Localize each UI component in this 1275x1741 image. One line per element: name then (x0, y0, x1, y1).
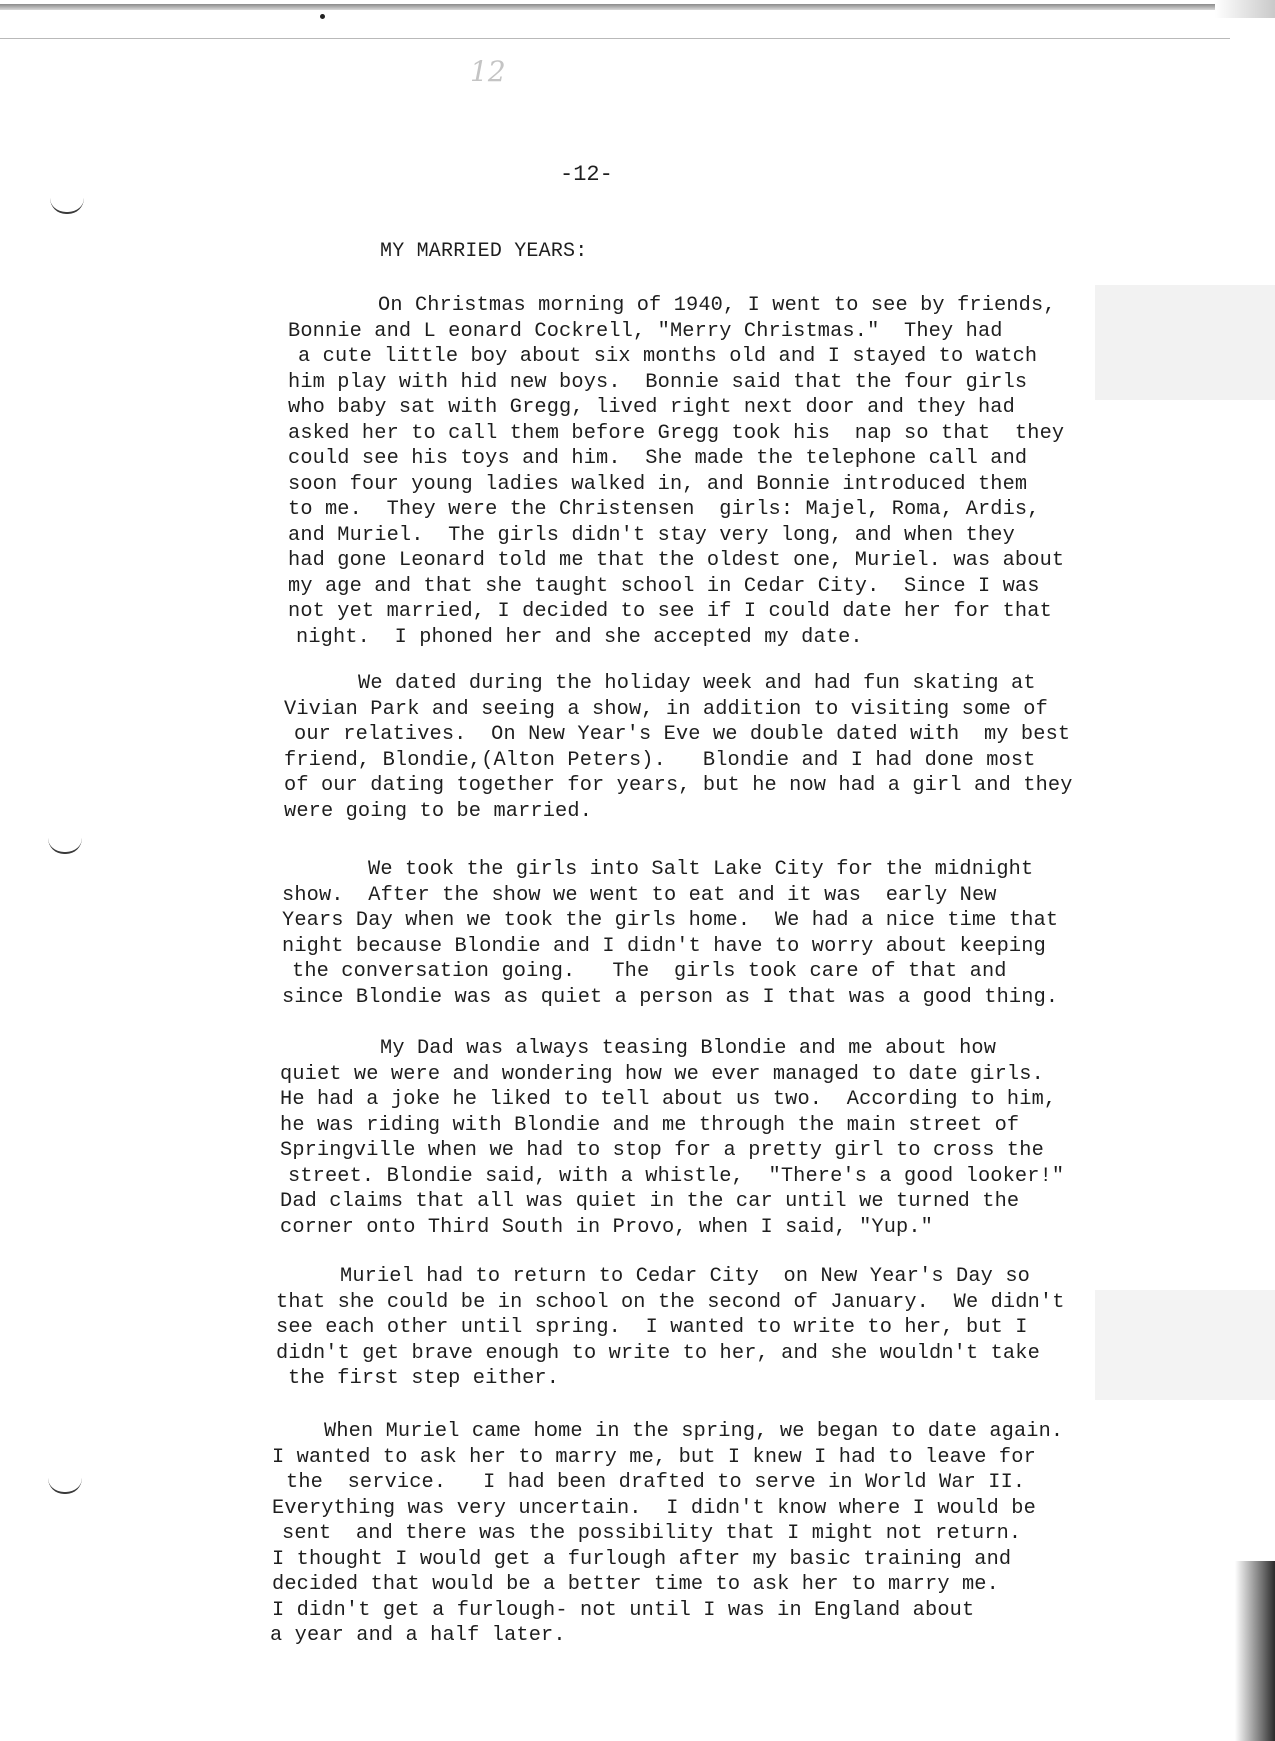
text-line: that she could be in school on the second of January. We didn't (276, 1290, 1065, 1314)
text-line: We took the girls into Salt Lake City for the midnight (368, 858, 1034, 881)
text-line: I didn't get a furlough- not until I was in England about (272, 1598, 975, 1622)
text-line: night. I phoned her and she accepted my date. (296, 625, 863, 649)
text-line: the first step either. (288, 1367, 560, 1390)
text-line: show. After the show we went to eat and it was early New (282, 883, 997, 907)
text-line: of our dating together for years, but he now had a girl and they (284, 774, 1073, 797)
text-line: On Christmas morning of 1940, I went to see by friends, (378, 294, 1056, 317)
text-line: my age and that she taught school in Cedar City. Since I was (288, 574, 1040, 598)
text-line: We dated during the holiday week and had fun skating at (358, 672, 1036, 695)
text-line: asked her to call them before Gregg took his nap so that they (288, 421, 1065, 445)
text-line: our relatives. On New Year's Eve we double dated with my best (294, 723, 1071, 746)
text-line: Muriel had to return to Cedar City on New Year's Day so (340, 1265, 1030, 1288)
text-line: quiet we were and wondering how we ever managed to date girls. (280, 1062, 1044, 1086)
text-line: had gone Leonard told me that the oldest one, Muriel. was about (288, 549, 1065, 572)
section-heading: MY MARRIED YEARS: (380, 240, 588, 263)
text-line: he was riding with Blondie and me through the main street of (280, 1113, 1020, 1137)
text-line: Bonnie and L eonard Cockrell, "Merry Christmas." They had (288, 319, 1003, 343)
text-line: the service. I had been drafted to serve in World War II. (286, 1471, 1026, 1494)
text-line: street. Blondie said, with a whistle, "There's a good looker!" (288, 1164, 1065, 1188)
text-line: I wanted to ask her to marry me, but I knew I had to leave for (272, 1445, 1036, 1469)
text-line: were going to be married. (284, 799, 593, 823)
punch-hole-mark (48, 1478, 82, 1494)
corner-shadow-top (1215, 0, 1275, 18)
page-fold-line (0, 38, 1230, 39)
text-line: a year and a half later. (270, 1624, 566, 1647)
text-line: Everything was very uncertain. I didn't know where I would be (272, 1496, 1036, 1520)
corner-shadow-bottom (1235, 1561, 1275, 1741)
text-line: corner onto Third South in Provo, when I said, "Yup." (280, 1215, 933, 1239)
text-line: could see his toys and him. She made the telephone call and (288, 447, 1028, 470)
text-line: Vivian Park and seeing a show, in addition to visiting some of (284, 697, 1048, 721)
punch-hole-mark (48, 838, 82, 854)
text-line: not yet married, I decided to see if I could date her for that (288, 600, 1052, 623)
text-line: decided that would be a better time to ask her to marry me. (272, 1573, 999, 1596)
pencil-page-note: 12 (470, 55, 506, 88)
text-line: see each other until spring. I wanted to write to her, but I (276, 1316, 1028, 1339)
page-number: -12- (560, 162, 613, 187)
text-line: He had a joke he liked to tell about us two. According to him, (280, 1088, 1057, 1111)
text-line: friend, Blondie,(Alton Peters). Blondie and I had done most (284, 748, 1036, 772)
ink-dot (320, 14, 325, 19)
text-line: and Muriel. The girls didn't stay very long, and when they (288, 523, 1015, 547)
text-line: When Muriel came home in the spring, we began to date again. (324, 1420, 1064, 1443)
text-line: sent and there was the possibility that I might not return. (282, 1522, 1022, 1545)
text-line: to me. They were the Christensen girls: Majel, Roma, Ardis, (288, 498, 1040, 521)
text-line: Dad claims that all was quiet in the car until we turned the (280, 1190, 1020, 1213)
text-line: a cute little boy about six months old and I stayed to watch (298, 345, 1038, 368)
text-line: since Blondie was as quiet a person as I that was a good thing. (282, 985, 1059, 1009)
top-scan-edge (0, 4, 1240, 10)
text-line: who baby sat with Gregg, lived right next door and they had (288, 396, 1015, 419)
scan-shade-block (1095, 285, 1275, 400)
text-line: didn't get brave enough to write to her, and she wouldn't take (276, 1341, 1040, 1365)
text-line: Years Day when we took the girls home. We had a nice time that (282, 909, 1059, 932)
text-line: night because Blondie and I didn't have to worry about keeping (282, 934, 1046, 958)
text-line: Springville when we had to stop for a pretty girl to cross the (280, 1139, 1044, 1162)
punch-hole-mark (50, 198, 84, 214)
scan-shade-block (1095, 1290, 1275, 1400)
text-line: I thought I would get a furlough after my basic training and (272, 1547, 1012, 1571)
text-line: the conversation going. The girls took care of that and (292, 960, 1007, 983)
text-line: him play with hid new boys. Bonnie said that the four girls (288, 370, 1028, 394)
text-line: soon four young ladies walked in, and Bonnie introduced them (288, 472, 1028, 496)
text-line: My Dad was always teasing Blondie and me about how (380, 1037, 997, 1060)
